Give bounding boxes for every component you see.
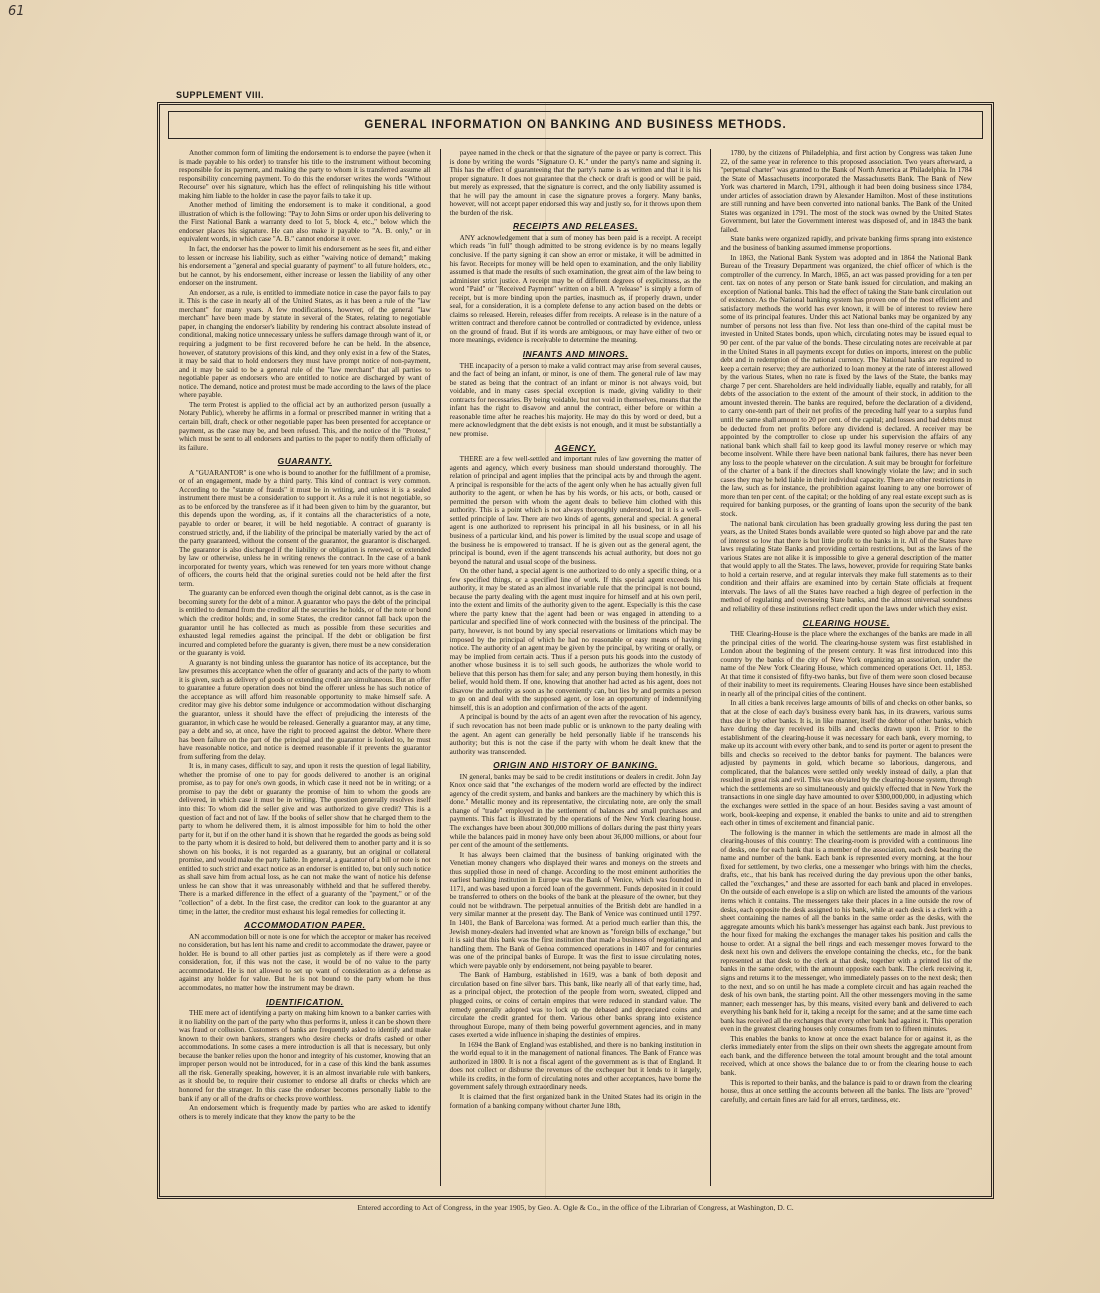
paragraph: A principal is bound by the acts of an agent even after the revocation of his agency, if such revocation has not been made public or is unknown to the party dealing with the agent. An agent can generally be held personally liable if he transcends his authority; but this is not the case if the party with whom he dealt knew that the authority was transcended. xyxy=(449,713,702,756)
paragraph: This is reported to their banks, and the balance is paid to or drawn from the clearing house, thus at once settling the accounts between all the banks. The lists are "proved" carefully, and certain fines are laid for all errors, tardiness, etc. xyxy=(720,1078,973,1104)
paragraph: THE Clearing-House is the place where the exchanges of the banks are made in all the principal cities of the world. The clearing-house system was first established in London about the beginning of the present century. It was first introduced into this country by the banks of the city of New York organizing an association, under the name of the New York Clearing House, which commenced operations Oct. 11, 1853. At that time it consisted of fifty-two banks, but five of them were soon closed because of their inability to meet its requirements. Clearing Houses have since been established in nearly all of the principal cities of the continent. xyxy=(720,630,973,698)
page-title: GENERAL INFORMATION ON BANKING AND BUSINESS METHODS. xyxy=(168,111,983,139)
paragraph: The guaranty can be enforced even though the original debt cannot, as is the case in becoming surety for the debt of a minor. A guarantor who pays the debt of the principal is entitled to demand from the creditor all the securities he holds, or of the note or bond which the creditor holds; and, in some States, the creditor cannot fall back upon the guarantor until he has collected as much as possible from these securities and exhausted legal remedies against the principal. If the debt or obligation be first incurred and completed before the guaranty is given, there must be a new consideration or the guaranty is void. xyxy=(179,589,431,658)
section-heading-origin: ORIGIN AND HISTORY OF BANKING. xyxy=(493,760,658,771)
paragraph: The term Protest is applied to the official act by an authorized person (usually a Notary Public), whereby he affirms in a formal or prescribed manner in writing that a certain bill, draft, check or other negotiable paper has been presented for acceptance or payment, as the case may be, and been refused. This, and the notice of the "Protest," which must be sent to all endorsers and parties to the paper to notify them officially of its failure. xyxy=(179,400,431,452)
fold-crease xyxy=(545,102,546,1199)
section-heading-clearing-house: CLEARING HOUSE. xyxy=(802,617,890,628)
paragraph: State banks were organized rapidly, and private banking firms sprang into existence and the business of banking assumed immense proportions. xyxy=(720,235,973,253)
paragraph: payee named in the check or that the signature of the payee or party is correct. This is done by writing the words "Signature O. K." under the party's name and signing it. This has the effect of guaranteeing that the party's name is as written and that it is his proper signature. It does not guarantee that the check or draft is good or will be paid, but merely as expressed, that the signature is correct, and the only liability assumed is that he will pay the amount in case the signature proves a forgery. Many banks, however, will not accept paper endorsed this way and justly so, for it throws upon them the burden of the risk. xyxy=(449,149,702,217)
paragraph: It is claimed that the first organized bank in the United States had its origin in the formation of a banking company without charter June 18th, xyxy=(449,1092,702,1110)
paragraph: IN general, banks may be said to be credit institutions or dealers in credit. John Jay Knox once said that "the exchanges of the modern world are effected by the indirect agency of the credit system, and banks and bankers are the machinery by which this is done." Metallic money and its representative, the circulating note, are only the small change of "trade" employed in the settlement of balances and small purchases and payments. This fact is illustrated by the operations of the New York clearing house. The exchanges have been about 300,000 millions of dollars during the past thirty years while the balances paid in money have only been about 36,000 millions, or about four per cent of the amount of the settlements. xyxy=(449,772,702,850)
column-right xyxy=(710,149,981,1186)
paragraph: An endorsement which is frequently made by parties who are asked to identify others is to merely indicate that they know the party to be the xyxy=(179,1104,431,1121)
paragraph: An endorser, as a rule, is entitled to immediate notice in case the payor fails to pay it. This is the case in nearly all of the United States, as it has been a rule of the "law merchant" for many years. A few modifications, however, of the general "law merchant" have been made by statute in several of the States, relating to negotiable paper, in changing the endorser's liability by rendering his contract absolute instead of conditional, making notice unnecessary unless he suffers damage through want of it, or requiring a judgment to be first recovered before he can be held. In the absence, however, of statutory provisions of this kind, and they only exist in a few of the States, it may be said that to hold endorsers they must have prompt notice of non-payment, and it may be said to be a general rule of the "law merchant" that all parties to negotiable paper as endorsers who are entitled to notice are discharged by want of notice. The demand, notice and protest must be made according to the laws of the place where payable. xyxy=(179,288,431,400)
section-heading-guaranty: GUARANTY. xyxy=(277,456,333,467)
section-heading-accommodation: ACCOMMODATION PAPER. xyxy=(244,920,366,931)
column-middle xyxy=(440,149,711,1186)
paragraph: 1780, by the citizens of Philadelphia, and first action by Congress was taken June 22, of the same year in reference to this proposed association. Two years afterward, a "perpetual charter" was granted to the Bank of North America at Philadelphia. In 1784 the State of Massachusetts incorporated the Massachusetts Bank. The Bank of New York was chartered in March, 1791, although it had been doing business since 1784, under articles of association drawn by Alexander Hamilton. Most of these institutions are still running and have been converted into national banks. The Bank of the United States was organized in 1791. The most of the stock was owned by the United States Government, but later the Government interest was disposed of, and in 1843 the bank failed. xyxy=(720,149,973,234)
paragraph: Another method of limiting the endorsement is to make it conditional, a good illustration of which is the following: "Pay to John Sims or order upon his delivering to the First National Bank a warranty deed to lot 5, block 4, etc.," below which the endorser places his signature. He can also make it payable to "A. B. only," or in equivalent words, in which case "A. B." cannot endorse it over. xyxy=(179,201,431,244)
column-left xyxy=(170,149,440,1186)
supplement-label: SUPPLEMENT VIII. xyxy=(176,90,265,100)
section-heading-agency: AGENCY. xyxy=(554,442,597,453)
paragraph: A guaranty is not binding unless the guarantor has notice of its acceptance, but the law presumes this acceptance when the offer of guaranty and acts of the party to whom it is given, such as delivery of goods or extending credit are simultaneous. But an offer to guarantee a future operation does not bind the offerer unless he has such notice of the acceptance as will afford him reasonable opportunity to make himself safe. A creditor may give his debtor some indulgence or accommodation without discharging the guarantor, unless it should have the effect of prejudicing the interests of the guarantor, in which case he would be released. Generally a guarantor may, at any time, pay a debt and so, at once, have the right to proceed against the debtor. Where there has been failure on the part of the principal and the guarantor is looked to, he must have reasonable notice, and notice is deemed reasonable if it prevents the guarantor from suffering from the delay. xyxy=(179,658,431,761)
paragraph: AN accommodation bill or note is one for which the acceptor or maker has received no consideration, but has lent his name and credit to accommodate the drawer, payee or holder. He is bound to all other parties just as completely as if there were a good consideration, for, if this was not the case, it would be of no value to the party accommodated. He is not allowed to set up want of consideration as a defense as against any holder for value. But he is not bound to the party whom he thus accommodates, no matter how the instrument may be drawn. xyxy=(179,932,431,992)
paragraph: In all cities a bank receives large amounts of bills of and checks on other banks, so that at the close of each day's business every bank has, in its drawers, various sums thus due it by other banks. It is, in like manner, itself the debtor of other banks, which have during the day received its bills and checks drawn upon it. Prior to the establishment of the clearing-house it was necessary for each bank, every morning, to make up its account with every other bank, and to send its porter or agent to present the bills and checks so received to the debtor banks for payment. The balances were adjusted by payments in gold, which became so laborious, dangerous, and complicated, that the balances were settled only weekly instead of daily, a plan that resulted in great risk and evil. This was obviated by the clearing-house system, through which the settlements are so simultaneously and quickly effected that in New York the transactions in one single day have amounted to over $300,000,000, in adjusting which the exchanges were settled in the space of an hour. Besides saving a vast amount of work, book-keeping and expense, it enabled the banks to unite and aid to strengthen each other in times of excitement and financial panic. xyxy=(720,699,973,828)
paragraph: It has always been claimed that the business of banking originated with the Venetian money changers who displayed their wares and moneys on the streets and thus supplied those in need of change. According to the most eminent authorities the earliest banking institution in Europe was the Bank of Venice, which was founded in 1171, and was based upon a forced loan of the government. Funds deposited in it could be transferred to others on the books of the bank at the pleasure of the owner, but they could not be withdrawn. The perpetual annuities of the British debt are handled in a very similar manner at the present day. The Bank of Venice was continued until 1797. In 1401, the Bank of Barcelona was formed. At a period much earlier than this, the Jewish money-dealers had invented what are known as "foreign bills of exchange," but it is said that this bank was the first institution that made a business of negotiating and handling them. The Bank of Genoa commenced operations in 1407 and for centuries was one of the principal banks of Europe. It was the first to issue circulating notes, which were payable only by endorsement, not being payable to bearer. xyxy=(449,850,702,970)
copyright-footer: Entered according to Act of Congress, in the year 1905, by Geo. A. Ogle & Co., in the office of the Librarian of Congress, at Washington, D. C. xyxy=(357,1203,794,1212)
paragraph: THERE are a few well-settled and important rules of law governing the matter of agents and agency, which every business man should understand thoroughly. The relation of principal and agent implies that the principal acts by and through the agent. A principal is responsible for the acts of the agent only when he has actually given full authority to the agent, or when he has by his words, or his acts, or both, caused or permitted the person with whom the agent deals to believe him clothed with this authority. This is a point which is not always thoroughly understood, but it is a well-settled principle of law. There are two kinds of agents, general and special. A general agent is one authorized to represent his principal in all his business, or in all his business of a particular kind, and his power is limited by the usual scope and usage of the business he is empowered to transact. If he is given out as the general agent, the principal is bound, even if the agent transcends his actual authority, but does not go beyond the natural and usual scope of the business. xyxy=(449,455,702,566)
paragraph: On the other hand, a special agent is one authorized to do only a specific thing, or a few specified things, or a specified line of work. If this special agent exceeds his authority, it may be stated as an almost invariable rule that the principal is not bound, because the party dealing with the agent must inquire for himself and at his own peril, into the extent and limits of the authority given to the agent. Especially is this the case where the party knew that the agent had been or was engaged in attending to a particular and specified line of work connected with the business of the principal. The party, however, is not bound by any special reservations or limitations which may be imposed by the principal of which he had no reasonable or easy means of having notice. The authority of an agent may be given by the principal, by writing or orally, or may be implied from certain acts. Thus if a person puts his goods into the custody of another whose business it is to sell such goods, he authorizes the whole world to believe that this person has them for sale; and any person buying them honestly, in this belief, would hold them. If one, knowing that another had acted as his agent, does not disavow the authority as soon as he conveniently can, but lies by and permits a person to go on and deal with the supposed agent, or lose an opportunity of indemnifying himself, this is an adoption and confirmation of the acts of the agent. xyxy=(449,567,702,712)
paragraph: This enables the banks to know at once the exact balance for or against it, as the clerks immediately enter from the slips on their own sheets the aggregate amount from each bank, and the difference between the total amount brought and the total amount received, which at once shows the balance due to or from the clearing house to each bank. xyxy=(720,1034,973,1077)
section-heading-identification: IDENTIFICATION. xyxy=(265,996,344,1007)
paragraph: In 1863, the National Bank System was adopted and in 1864 the National Bank Bureau of the Treasury Department was organized, the chief officer of which is the comptroller of the currency. In March, 1865, an act was passed providing for a ten per cent. tax on notes of any person or State bank issued for circulation, and making an exception of National banks. This had the effect of taking the State bank circulation out of existence. As the National banking system has proven one of the most efficient and satisfactory methods the world has ever known, it will be of interest to review here some of its principal features. Under this act National banks may be organized by any number of persons not less than five. Not less than one-third of the capital must be invested in United States bonds, upon which, circulating notes may be issued equal to 90 per cent. of the par value of the bonds. These circulating notes are receivable at par in the United States in all payments except for duties on imports, interest on the public debt and in redemption of the national currency. The National banks are required to keep a certain reserve; they are authorized to loan money at the rate of interest allowed by the various States, when no rate is fixed by the laws of the State, the banks may charge 7 per cent. Shareholders are held individually liable, equally and ratably, for all debts of the association to the extent of the amount of their stock, in addition to the amount invested therein. The banks are required, before the declaration of a dividend, to carry one-tenth part of their net profits of the preceding half year to a surplus fund until the same shall amount to 20 per cent. of the capital; and losses and bad debts must be deducted from net profits before any dividend is declared. A receiver may be appointed by the comptroller to close up under his supervision the affairs of any national bank which shall fail to keep good its lawful money reserve or which may become insolvent. While there have been national bank failures, there has never been any loss to the people whatever on the circulation. A suit may be brought for forfeiture of the charter of a bank if the directors shall knowingly violate the law; and in such cases they may be held liable in their individual capacity. There are other restrictions in the law, such as for instance, the prohibition against loaning to any one borrower of more than ten per cent. of the capital; or the holding of any real estate except such as is required for banking purposes, or the granting of loans upon the security of the bank stock. xyxy=(720,253,973,518)
paragraph: A "GUARANTOR" is one who is bound to another for the fulfillment of a promise, or of an engagement, made by a third party. This kind of contract is very common. According to the "statute of frauds" it must be in writing, and unless it is a sealed instrument there must be a consideration to support it. As a rule it is not negotiable, so as to be enforced by the transferee as if it had been given to him by the guarantor, but this depends upon the wording, as, if it contains all the characteristics of a note, payable to order or bearer, it will be held negotiable. A contract of guaranty is construed strictly, and, if the liability of the principal be materially varied by the act of the party guaranteed, without the consent of the guarantor, the guarantor is discharged. The guarantor is also discharged if the liability or obligation is renewed, or extended by law or otherwise, unless he in writing renews the contract. In the case of a bank incorporated for twenty years, which was renewed for ten years more without change of officers, the courts held that the original sureties could not be held after the first term. xyxy=(179,468,431,588)
paragraph: The national bank circulation has been gradually growing less during the past ten years, as the United States bonds available were quoted so high above par and the rate of interest so low that there is but little profit to the banks in it. All of the States have laws regulating State Banks and providing certain restrictions, but as the laws of the various States are not alike it is impossible to give a general description of the matter that would apply to all the States. The laws, however, provide for requiring State banks to hold a certain reserve, and at regular intervals they make full statements as to their condition and their affairs are examined into by certain State officials at frequent intervals. The laws of all the States have reached a high degree of perfection in the method of regulating and overseeing State banks, and the almost universal soundness and reliability of these institutions reflect credit upon the laws under which they exist. xyxy=(720,519,973,613)
page-number-mark: 61 xyxy=(8,4,25,19)
paragraph: Another common form of limiting the endorsement is to endorse the payee (when it is made payable to his order) to transfer his title to the instrument without becoming responsible for its payment, and making the party to whom it is transferred assume all responsibility concerning payment. To do this the endorser writes the words "Without Recourse" over his signature, which has the effect of relinquishing his title without making him liable to the holder in case the payor fails to take it up. xyxy=(179,149,431,200)
document-frame xyxy=(157,102,994,1199)
section-heading-receipts: RECEIPTS AND RELEASES. xyxy=(512,221,639,232)
paragraph: It is, in many cases, difficult to say, and upon it rests the question of legal liability, whether the promise of one to pay for goods delivered to another is an original promise, as to pay for one's own goods, in which case it need not be in writing; or a promise to pay the debt or guaranty the promise of him to whom the goods are delivered, in which case it must be in writing. The question generally resolves itself into this: To whom did the seller give and was authorized to give credit? This is a question of fact and not of law. If the books of seller show that he charged them to the party to whom he delivered them, it is almost impossible for him to hold the other party for it, but if on the other hand it is shown that he regarded the goods as being sold to the party whom it is desired to hold, but delivered them to another party and it is so shown on his books, it is not regarded as a guaranty, but an original or collateral promise, and would make the party liable. In general, a guarantor of a bill or note is not entitled to such strict and exact notice as an endorser is entitled to, but only such notice as shall save him from actual loss, as he can not make the want of notice his defense unless he can show that it was unreasonably withheld and that he suffered thereby. There is a marked difference in the effect of a guaranty of the "payment," or of the "collection" of a debt. In the first case, the creditor can look to the guarantor at any time; in the latter, the creditor must exhaust his legal remedies for collecting it. xyxy=(179,762,431,916)
paragraph: THE mere act of identifying a party on making him known to a banker carries with it no liability on the part of the party who thus performs it, unless it can be shown there was fraud or collusion. Customers of banks are frequently asked to identify and make known to their own bankers, strangers who desire checks or drafts cashed or other accommodations. In some cases a mere introduction is all that is necessary, but only because the banker relies upon the honor and integrity of his customer, knowing that an improper person would not be introduced, for in a case of this kind the bank assumes all the risk. Generally speaking, however, it is an almost invariable rule with bankers, as it should be, to require their customer to endorse all drafts or checks which are honored for the stranger. In this case the endorser becomes personally liable to the bank if any or all of the drafts or checks prove worthless. xyxy=(179,1009,431,1103)
paragraph: The Bank of Hamburg, established in 1619, was a bank of both deposit and circulation based on fine silver bars. This bank, like nearly all of that early time, had, as a principal object, the protection of the people from worn, sweated, clipped and plugged coins, or coins of certain empires that were reduced in standard value. The remedy generally adopted was to lock up the debased and depreciated coins and circulate the credit granted for them. Various other banks sprang into existence throughout Europe, many of them being powerful government agencies, and in many cases exerted a wide influence in shaping the destinies of empires. xyxy=(449,971,702,1040)
paragraph: THE incapacity of a person to make a valid contract may arise from several causes, and the fact of being an infant, or minor, is one of them. The general rule of law may be stated as being that the contract of an infant or minor is not always void, but voidable, and in many cases special exception is made, giving validity to their contracts for necessaries. By being voidable, but not void in themselves, means that the infant has the right to disavow and annul the contract, either before or within a reasonable time after he reaches his majority. He may do this by word or deed, but a mere acknowledgment that the debt exists is not enough, and it must be substantially a new promise. xyxy=(449,361,702,438)
section-heading-infants: INFANTS AND MINORS. xyxy=(522,349,629,360)
paragraph: In 1694 the Bank of England was established, and there is no banking institution in the world equal to it in the management of national finances. The Bank of France was authorized in 1800. It is not a fiscal agent of the government as is that of England. It does not collect or disburse the revenues of the exchequer but it lends to it largely, while its credits, in the form of circulating notes and other acceptances, have borne the government safely through extraordinary needs. xyxy=(449,1040,702,1092)
paragraph: The following is the manner in which the settlements are made in almost all the clearing-houses of this country: The clearing-room is provided with a continuous line of desks, one for each bank that is a member of the association, each desk bearing the name and number of the bank. Each bank is represented every morning, at the hour fixed for settlement, by two clerks, one a messenger who brings with him the checks, drafts, etc., that his bank has received during the day previous upon the other banks, called the "exchanges," and these are assorted for each bank and placed in envelopes. On the outside of each envelope is a slip on which are listed the amounts of the various items which it contains. The messengers take their places in a line outside the row of desks, each opposite the desk assigned to his bank, while at each desk is a clerk with a sheet containing the names of all the banks in the same order as the desks, with the aggregate amounts which his bank's messenger has against each bank. Just previous to the hour fixed for making the exchanges the manager takes his position and calls the house to order. At a signal the bell rings and each messenger moves forward to the desk next his own and delivers the envelope containing the checks, etc., for the bank represented at that desk to the clerk at that desk, together with a printed list of the banks in the same order, with the amount opposite each bank. The clerk receiving it, signs and returns it to the messenger, who immediately passes on to the next desk; then to the next, and so on until he has made a complete circuit and has again reached the desk of his own bank, the starting point. All the other messengers moving in the same manner; each messenger has, by this means, visited every bank and delivered to each everything his bank held for it, taking a receipt for the same; and at the same time each bank has received all the exchanges that every other bank had against it. This operation even in the greatest clearing houses only consumes from ten to fifteen minutes. xyxy=(720,828,973,1034)
paragraph: ANY acknowledgement that a sum of money has been paid is a receipt. A receipt which reads "in full" though admitted to be strong evidence is by no means legally conclusive. If the party signing it can show an error or mistake, it will be admitted in his favor. Receipts for money will be held open to examination, and the only liability assumed is that made the results of such examination, the great aim of the law being to administer strict justice. A receipt may be of different degrees of explicitness, as the word "Paid" or "Received Payment" written on a bill. A "release" is simply a form of receipt, but is more binding upon the parties, inasmuch as, if properly drawn, under seal, for a consideration, it is a complete defense to any action based on the debts or claims so released. Herein, releases differ from receipts. A release is in the nature of a written contract and therefore cannot be controlled or contradicted by evidence, unless on the ground of fraud. But if its words are ambiguous, or may have either of two or more meanings, evidence is receivable to determine the meaning. xyxy=(449,233,702,345)
text-columns xyxy=(170,149,981,1186)
paragraph: In fact, the endorser has the power to limit his endorsement as he sees fit, and either to lessen or increase his liability, such as either "waiving notice of demand;" making his endorsement a "general and special guaranty of payment" to all future holders, etc., but he cannot, by his endorsement, either increase or lessen the liability of any other endorser on the instrument. xyxy=(179,245,431,288)
